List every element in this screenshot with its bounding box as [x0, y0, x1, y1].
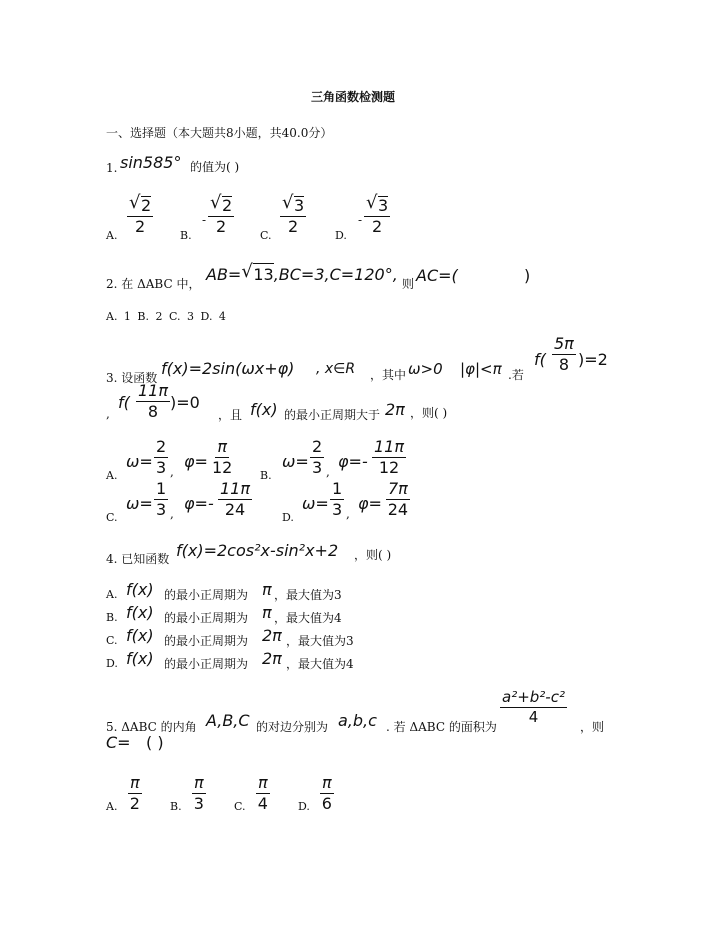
fraction — [330, 481, 344, 518]
question-number: 1. — [106, 161, 118, 175]
section-heading: 一、选择题（本大题共8小题，共40.0分） — [106, 126, 333, 140]
question-text: ，则( ) — [354, 548, 392, 562]
math-expression: φ=- — [338, 452, 368, 471]
denominator: 8 — [558, 355, 569, 374]
math-part: AB= — [206, 265, 242, 284]
math-expression: ω= — [126, 494, 153, 513]
numerator: π — [194, 773, 204, 792]
option-text: ，最大值为4 — [274, 611, 342, 625]
option-label: C. — [106, 511, 118, 524]
math-expression: C= — [106, 733, 131, 752]
math-expression: f( — [118, 393, 130, 412]
radicand: 13 — [253, 265, 274, 284]
numerator: 11π — [374, 437, 404, 456]
numerator: a²+b²-c² — [502, 688, 565, 706]
fraction — [192, 775, 206, 812]
math-expression: , x∈R — [316, 361, 356, 377]
option-label: B. — [170, 800, 182, 813]
numerator: π — [217, 437, 227, 456]
question-text: ，其中 — [370, 368, 407, 382]
numerator: 2 — [156, 437, 167, 456]
option-label: C. — [260, 229, 272, 242]
fraction — [310, 439, 324, 476]
fraction — [136, 383, 170, 420]
fraction — [212, 439, 232, 476]
numerator: π — [130, 773, 140, 792]
fraction — [154, 439, 168, 476]
question-text: .若 — [508, 368, 524, 382]
question-text: 的值为( ) — [190, 160, 240, 174]
radicand: 3 — [294, 196, 305, 215]
option-text: 的最小正周期为 — [164, 611, 249, 625]
option-text: ，最大值为3 — [274, 588, 342, 602]
math-expression: )=2 — [578, 350, 608, 369]
option-text: ，最大值为4 — [286, 657, 354, 671]
question-text: ，则( ) — [410, 406, 448, 420]
math-expression: 2π — [262, 626, 282, 645]
denominator: 2 — [135, 217, 146, 236]
numerator: 11π — [220, 479, 250, 498]
option-text: ，最大值为3 — [286, 634, 354, 648]
option-label: D. — [282, 511, 294, 524]
math-expression: ω= — [282, 452, 309, 471]
radicand: 2 — [222, 196, 233, 215]
question-text: ，且 — [218, 408, 243, 422]
page-title: 三角函数检测题 — [311, 90, 396, 104]
question-text: 4. 已知函数 — [106, 552, 170, 566]
math-expression: f(x) — [126, 649, 154, 668]
math-expression — [206, 263, 398, 284]
option-text: 的最小正周期为 — [164, 588, 249, 602]
math-expression: f(x) — [126, 626, 154, 645]
math-expression: ω= — [126, 452, 153, 471]
radicand: 3 — [378, 196, 389, 215]
fraction — [218, 481, 252, 518]
math-expression: ω= — [302, 494, 329, 513]
minus-sign: - — [358, 213, 363, 227]
denominator: 4 — [257, 794, 268, 813]
question-text: 2. 在 ΔABC 中， — [106, 277, 201, 291]
option-c-fraction — [280, 196, 306, 235]
question-text: ，则 — [580, 720, 605, 734]
math-expression: 2π — [385, 400, 405, 419]
minus-sign: - — [202, 213, 207, 227]
option-label: C. — [106, 634, 118, 647]
fraction — [552, 336, 576, 373]
numerator: 7π — [388, 479, 408, 498]
fraction — [320, 775, 334, 812]
option-a-fraction — [127, 196, 153, 235]
option-label: D. — [106, 657, 118, 670]
math-expression: f(x) — [126, 603, 154, 622]
math-expression: φ=- — [184, 494, 214, 513]
option-label: C. — [234, 800, 246, 813]
answer-paren: ( ) — [146, 733, 164, 752]
numerator: 11π — [138, 381, 168, 400]
option-label: D. — [298, 800, 310, 813]
option-label: A. — [106, 229, 118, 242]
math-expression: A,B,C — [206, 711, 250, 730]
question-text: 的对边分别为 — [256, 720, 329, 734]
math-expression: |φ|<π — [460, 360, 502, 378]
denominator: 12 — [212, 458, 233, 477]
denominator: 3 — [312, 458, 323, 477]
math-expression: )=0 — [170, 393, 200, 412]
denominator: 12 — [378, 458, 400, 477]
denominator: 8 — [147, 402, 159, 421]
denominator: 4 — [528, 708, 539, 726]
option-label: A. — [106, 469, 118, 482]
option-text: 的最小正周期为 — [164, 657, 249, 671]
question-text: 则 — [402, 277, 415, 291]
numerator: 5π — [554, 334, 574, 353]
option-label: D. — [335, 229, 347, 242]
denominator: 2 — [216, 217, 227, 236]
fraction — [128, 775, 142, 812]
numerator: 1 — [156, 479, 167, 498]
radicand: 2 — [141, 196, 152, 215]
options-row: A. 1 B. 2 C. 3 D. 4 — [106, 310, 226, 323]
question-text: 5. ΔABC 的内角 — [106, 720, 197, 734]
denominator: 3 — [332, 500, 343, 519]
option-label: B. — [180, 229, 192, 242]
math-expression: π — [262, 603, 272, 622]
denominator: 24 — [387, 500, 409, 519]
math-expression: φ= — [184, 452, 208, 471]
denominator: 2 — [288, 217, 299, 236]
denominator: 24 — [224, 500, 246, 519]
denominator: 6 — [321, 794, 332, 813]
option-label: B. — [260, 469, 272, 482]
math-expression: φ= — [358, 494, 382, 513]
numerator: π — [258, 773, 268, 792]
math-expression: f(x) — [126, 580, 154, 599]
math-expression: f(x)=2cos²x-sin²x+2 — [176, 541, 339, 560]
fraction — [256, 775, 270, 812]
math-expression: ω>0 — [408, 360, 443, 378]
math-expression: f( — [534, 350, 546, 369]
area-fraction — [500, 690, 567, 725]
option-text: 的最小正周期为 — [164, 634, 249, 648]
math-expression: π — [262, 580, 272, 599]
fraction — [154, 481, 168, 518]
option-d-fraction — [364, 196, 390, 235]
denominator: 3 — [193, 794, 204, 813]
question-text: 3. 设函数 — [106, 371, 158, 385]
option-label: A. — [106, 800, 118, 813]
comma: , — [106, 407, 110, 421]
close-paren: ) — [524, 266, 531, 285]
fraction — [372, 439, 406, 476]
denominator: 3 — [156, 500, 167, 519]
question-text: 的最小正周期大于 — [284, 408, 381, 422]
math-expression: AC=( — [416, 266, 458, 285]
math-expression: a,b,c — [338, 711, 377, 730]
math-part: ,BC=3,C=120°, — [273, 265, 398, 284]
denominator: 3 — [156, 458, 167, 477]
math-expression: f(x) — [250, 400, 278, 419]
numerator: π — [322, 773, 332, 792]
fraction — [386, 481, 410, 518]
math-expression: 2π — [262, 649, 282, 668]
numerator: 2 — [312, 437, 323, 456]
option-b-fraction — [208, 196, 234, 235]
math-expression: sin585° — [120, 153, 182, 172]
question-text: . 若 ΔABC 的面积为 — [386, 720, 497, 734]
denominator: 2 — [129, 794, 140, 813]
math-expression: f(x)=2sin(ωx+φ) — [161, 359, 295, 378]
numerator: 1 — [332, 479, 343, 498]
option-label: B. — [106, 611, 118, 624]
denominator: 2 — [372, 217, 383, 236]
option-label: A. — [106, 588, 118, 601]
